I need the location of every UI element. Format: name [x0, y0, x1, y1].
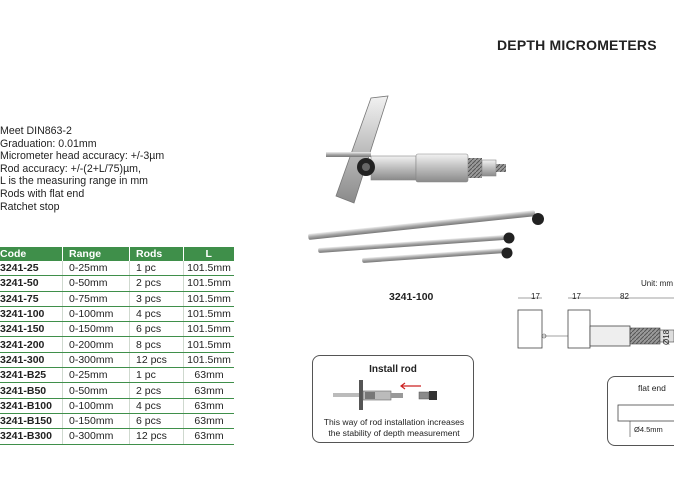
install-rod-panel — [312, 355, 474, 443]
flat-end-label: flat end — [638, 383, 666, 393]
dimension-2: 17 — [572, 292, 581, 301]
model-label: 3241-100 — [389, 291, 434, 303]
cell-range: 0-150mm — [63, 322, 130, 337]
cell-rods: 4 pcs — [130, 306, 184, 321]
cell-rods: 6 pcs — [130, 322, 184, 337]
cell-rods: 2 pcs — [130, 276, 184, 291]
page-title: DEPTH MICROMETERS — [497, 37, 657, 53]
flat-end-diameter: Ø4.5mm — [634, 425, 663, 434]
cell-length: 63mm — [184, 368, 235, 383]
cell-rods: 6 pcs — [130, 413, 184, 428]
feature-item: Meet DIN863-2 — [0, 125, 72, 137]
spec-table — [0, 247, 235, 445]
cell-code: 3241-B100 — [0, 398, 63, 413]
cell-rods: 3 pcs — [130, 291, 184, 306]
cell-rods: 12 pcs — [130, 352, 184, 367]
dimension-3: 82 — [620, 292, 629, 301]
column-header-length: L — [184, 247, 235, 261]
cell-code: 3241-B150 — [0, 413, 63, 428]
cell-length: 101.5mm — [184, 322, 235, 337]
table-row — [0, 352, 234, 367]
cell-length: 63mm — [184, 413, 235, 428]
table-header-row — [0, 247, 234, 261]
cell-length: 63mm — [184, 383, 235, 398]
cell-range: 0-100mm — [63, 398, 130, 413]
unit-label: Unit: mm — [641, 279, 673, 288]
feature-item: Micrometer head accuracy: +/-3µm — [0, 150, 165, 163]
table-row — [0, 337, 234, 352]
micrometer-product-image — [296, 88, 551, 278]
table-row — [0, 306, 234, 321]
feature-item: L is the measuring range in mm — [0, 175, 148, 188]
cell-rods: 1 pc — [130, 261, 184, 276]
cell-length: 63mm — [184, 429, 235, 444]
dimension-1: 17 — [531, 292, 540, 301]
table-row — [0, 383, 234, 398]
feature-item: Ratchet stop — [0, 200, 60, 213]
cell-code: 3241-200 — [0, 337, 63, 352]
dimension-diameter: Ø18 — [662, 329, 671, 345]
cell-code: 3241-B25 — [0, 368, 63, 383]
table-row — [0, 291, 234, 306]
feature-item: Rods with flat end — [0, 187, 85, 200]
table-row — [0, 322, 234, 337]
cell-rods: 12 pcs — [130, 429, 184, 444]
cell-length: 101.5mm — [184, 352, 235, 367]
cell-code: 3241-B50 — [0, 383, 63, 398]
column-header-range: Range — [63, 247, 130, 261]
cell-range: 0-25mm — [63, 261, 130, 276]
cell-range: 0-75mm — [63, 291, 130, 306]
flat-end-diagram — [616, 395, 674, 441]
cell-code: 3241-100 — [0, 306, 63, 321]
table-row — [0, 261, 234, 276]
table-row — [0, 413, 234, 428]
feature-item: Graduation: 0.01mm — [0, 137, 97, 150]
cell-rods: 4 pcs — [130, 398, 184, 413]
cell-range: 0-100mm — [63, 306, 130, 321]
cell-code: 3241-B300 — [0, 429, 63, 444]
cell-code: 3241-300 — [0, 352, 63, 367]
cell-length: 101.5mm — [184, 276, 235, 291]
column-header-code: Code — [0, 247, 63, 261]
cell-range: 0-150mm — [63, 413, 130, 428]
cell-code: 3241-150 — [0, 322, 63, 337]
table-row — [0, 398, 234, 413]
cell-length: 101.5mm — [184, 291, 235, 306]
install-rod-note: This way of rod installation increases the stability of depth measurement — [323, 417, 465, 438]
install-rod-diagram — [329, 378, 459, 412]
feature-item: Rod accuracy: +/-(2+L/75)µm, — [0, 162, 141, 175]
table-row — [0, 368, 234, 383]
cell-code: 3241-25 — [0, 261, 63, 276]
cell-rods: 8 pcs — [130, 337, 184, 352]
cell-rods: 1 pc — [130, 368, 184, 383]
cell-length: 63mm — [184, 398, 235, 413]
cell-length: 101.5mm — [184, 261, 235, 276]
table-row — [0, 276, 234, 291]
cell-code: 3241-50 — [0, 276, 63, 291]
cell-range: 0-50mm — [63, 276, 130, 291]
cell-code: 3241-75 — [0, 291, 63, 306]
cell-range: 0-25mm — [63, 368, 130, 383]
cell-length: 101.5mm — [184, 337, 235, 352]
cell-range: 0-300mm — [63, 352, 130, 367]
flat-end-panel — [607, 376, 674, 446]
feature-list — [0, 125, 164, 213]
column-header-rods: Rods — [130, 247, 184, 261]
table-row — [0, 429, 234, 444]
cell-length: 101.5mm — [184, 306, 235, 321]
cell-range: 0-200mm — [63, 337, 130, 352]
install-rod-title: Install rod — [369, 364, 417, 375]
cell-range: 0-50mm — [63, 383, 130, 398]
cell-rods: 2 pcs — [130, 383, 184, 398]
cell-range: 0-300mm — [63, 429, 130, 444]
